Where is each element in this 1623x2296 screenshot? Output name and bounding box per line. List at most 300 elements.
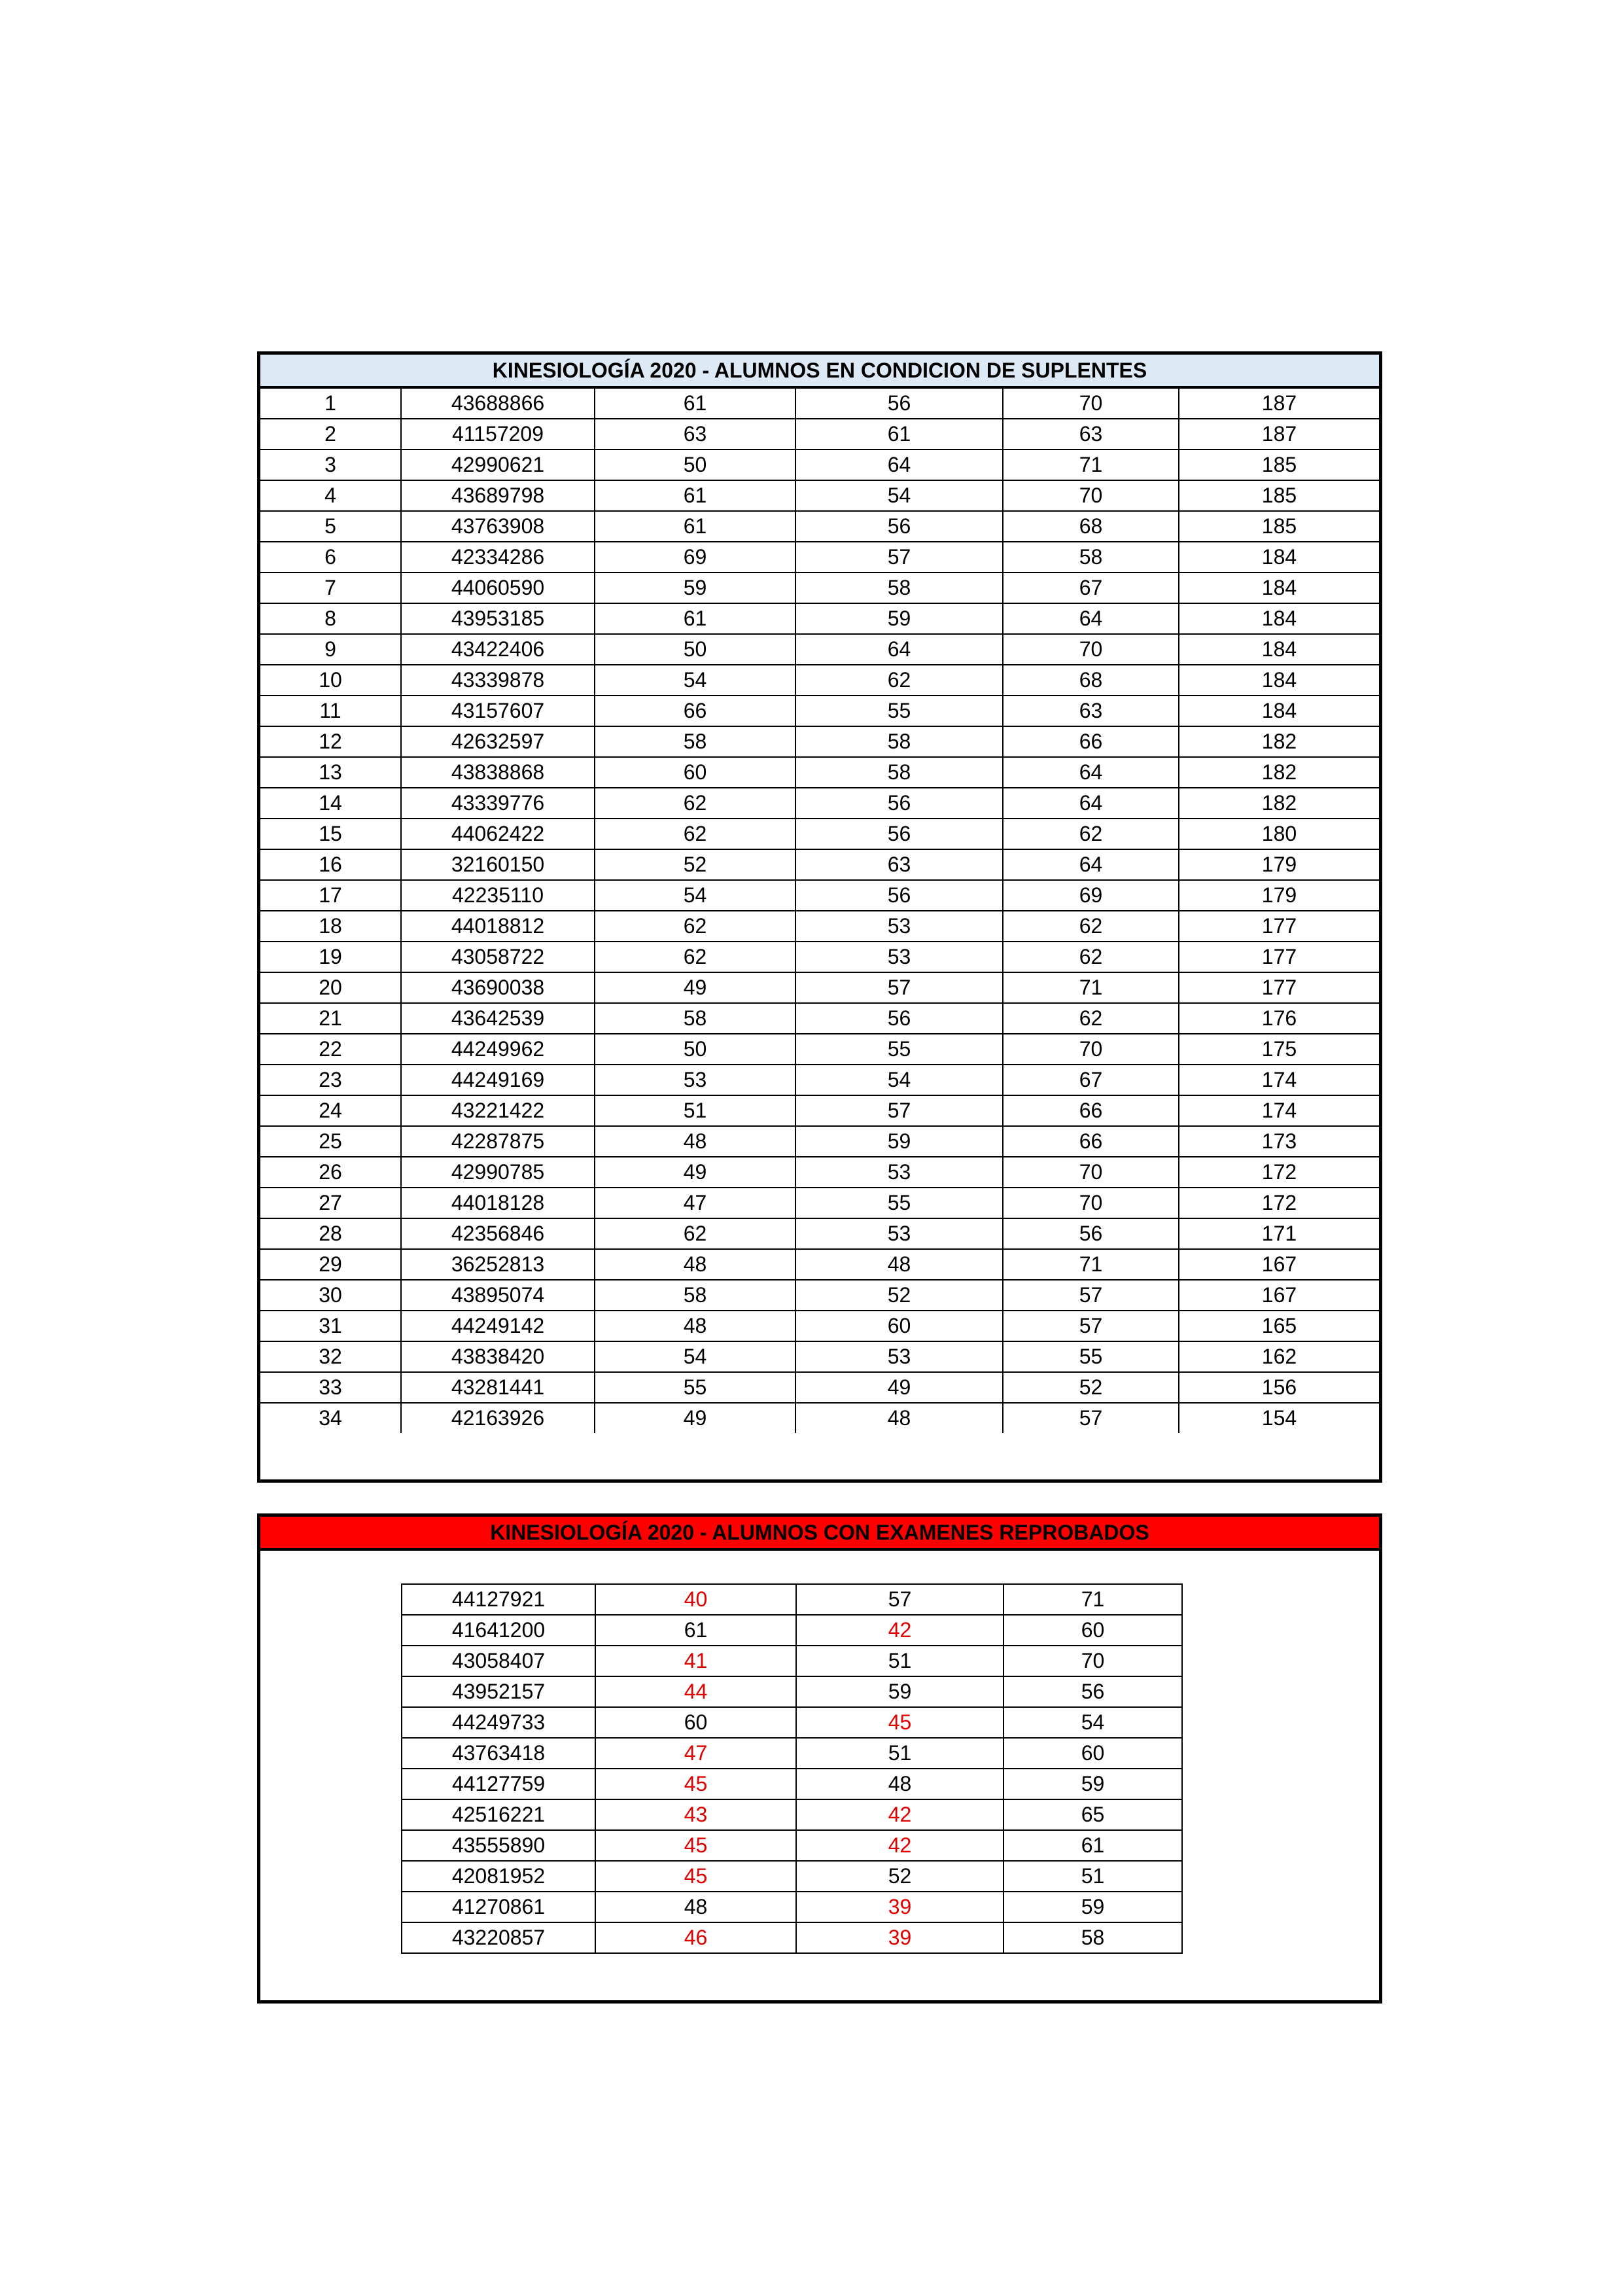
cell-rank: 32	[260, 1341, 401, 1372]
cell-score-1: 66	[595, 696, 795, 726]
cell-score-1: 62	[595, 1218, 795, 1249]
cell-score-3: 66	[1003, 1126, 1179, 1157]
cell-score-3: 70	[1003, 389, 1179, 419]
cell-rank: 33	[260, 1372, 401, 1403]
cell-score-3: 70	[1003, 480, 1179, 511]
cell-rank: 31	[260, 1311, 401, 1341]
cell-total: 184	[1179, 603, 1379, 634]
cell-total: 172	[1179, 1157, 1379, 1188]
cell-score-2: 58	[795, 726, 1003, 757]
cell-total: 187	[1179, 419, 1379, 450]
table-row	[260, 1341, 1379, 1372]
cell-score-3: 71	[1003, 1249, 1179, 1280]
table-row	[402, 1676, 1182, 1707]
cell-score-3: 58	[1003, 1922, 1182, 1953]
cell-score-3: 56	[1003, 1676, 1182, 1707]
cell-dni: 43281441	[401, 1372, 595, 1403]
cell-rank: 27	[260, 1188, 401, 1218]
cell-total: 171	[1179, 1218, 1379, 1249]
cell-dni: 43157607	[401, 696, 595, 726]
cell-score-3: 56	[1003, 1218, 1179, 1249]
cell-dni: 43838420	[401, 1341, 595, 1372]
cell-score-1: 61	[595, 511, 795, 542]
cell-score-1: 45	[595, 1769, 796, 1799]
cell-dni: 42632597	[401, 726, 595, 757]
cell-total: 179	[1179, 849, 1379, 880]
table-row	[260, 1034, 1379, 1065]
cell-dni: 43952157	[402, 1676, 595, 1707]
cell-score-2: 58	[795, 757, 1003, 788]
table-row	[260, 665, 1379, 696]
cell-score-3: 57	[1003, 1311, 1179, 1341]
cell-dni: 43058407	[402, 1646, 595, 1676]
cell-dni: 44062422	[401, 819, 595, 849]
cell-total: 185	[1179, 480, 1379, 511]
cell-score-3: 67	[1003, 1065, 1179, 1095]
cell-score-1: 48	[595, 1249, 795, 1280]
table-row	[260, 542, 1379, 573]
cell-score-2: 63	[795, 849, 1003, 880]
table-row	[260, 880, 1379, 911]
cell-dni: 43220857	[402, 1922, 595, 1953]
cell-score-1: 45	[595, 1861, 796, 1892]
cell-total: 182	[1179, 726, 1379, 757]
cell-total: 184	[1179, 634, 1379, 665]
cell-score-1: 60	[595, 757, 795, 788]
table-row	[260, 819, 1379, 849]
cell-score-2: 64	[795, 450, 1003, 480]
cell-score-1: 52	[595, 849, 795, 880]
cell-score-3: 66	[1003, 726, 1179, 757]
cell-score-3: 60	[1003, 1615, 1182, 1646]
cell-score-3: 57	[1003, 1280, 1179, 1311]
suplentes-table-box	[257, 351, 1382, 1483]
suplentes-table	[260, 389, 1379, 1433]
cell-dni: 44060590	[401, 573, 595, 603]
cell-score-2: 56	[795, 819, 1003, 849]
table-row	[402, 1738, 1182, 1769]
cell-rank: 7	[260, 573, 401, 603]
table-row	[260, 1311, 1379, 1341]
cell-rank: 20	[260, 972, 401, 1003]
cell-rank: 4	[260, 480, 401, 511]
cell-dni: 43688866	[401, 389, 595, 419]
cell-total: 174	[1179, 1095, 1379, 1126]
cell-score-1: 47	[595, 1738, 796, 1769]
cell-score-3: 67	[1003, 573, 1179, 603]
cell-score-3: 64	[1003, 757, 1179, 788]
cell-rank: 6	[260, 542, 401, 573]
table-row	[260, 1372, 1379, 1403]
cell-score-1: 49	[595, 1403, 795, 1433]
table-row	[260, 450, 1379, 480]
table-row	[260, 911, 1379, 942]
table-row	[260, 942, 1379, 972]
cell-dni: 43953185	[401, 603, 595, 634]
cell-dni: 44249169	[401, 1065, 595, 1095]
cell-rank: 23	[260, 1065, 401, 1095]
cell-rank: 18	[260, 911, 401, 942]
cell-score-1: 69	[595, 542, 795, 573]
cell-score-2: 51	[796, 1646, 1003, 1676]
cell-score-1: 45	[595, 1830, 796, 1861]
cell-dni: 44018812	[401, 911, 595, 942]
cell-rank: 11	[260, 696, 401, 726]
cell-score-2: 54	[795, 1065, 1003, 1095]
cell-score-3: 66	[1003, 1095, 1179, 1126]
cell-score-2: 53	[795, 1157, 1003, 1188]
cell-rank: 15	[260, 819, 401, 849]
cell-score-1: 48	[595, 1311, 795, 1341]
cell-dni: 43555890	[402, 1830, 595, 1861]
cell-dni: 43339878	[401, 665, 595, 696]
cell-total: 184	[1179, 542, 1379, 573]
reprobados-table	[401, 1583, 1183, 1954]
cell-total: 177	[1179, 911, 1379, 942]
cell-total: 187	[1179, 389, 1379, 419]
cell-score-3: 57	[1003, 1403, 1179, 1433]
cell-rank: 2	[260, 419, 401, 450]
cell-score-3: 58	[1003, 542, 1179, 573]
cell-dni: 44127759	[402, 1769, 595, 1799]
cell-score-1: 61	[595, 1615, 796, 1646]
cell-total: 185	[1179, 450, 1379, 480]
cell-total: 174	[1179, 1065, 1379, 1095]
cell-score-1: 54	[595, 665, 795, 696]
reprobados-title: KINESIOLOGÍA 2020 - ALUMNOS CON EXAMENES REPROBADOS	[260, 1517, 1379, 1551]
cell-score-2: 39	[796, 1892, 1003, 1922]
cell-rank: 25	[260, 1126, 401, 1157]
cell-score-2: 55	[795, 1034, 1003, 1065]
cell-score-2: 56	[795, 1003, 1003, 1034]
cell-rank: 19	[260, 942, 401, 972]
table-row	[402, 1861, 1182, 1892]
cell-score-2: 61	[795, 419, 1003, 450]
cell-score-1: 46	[595, 1922, 796, 1953]
cell-score-1: 54	[595, 880, 795, 911]
cell-rank: 21	[260, 1003, 401, 1034]
cell-score-1: 59	[595, 573, 795, 603]
table-row	[260, 1188, 1379, 1218]
cell-score-1: 49	[595, 1157, 795, 1188]
cell-dni: 36252813	[401, 1249, 595, 1280]
cell-rank: 29	[260, 1249, 401, 1280]
cell-dni: 43690038	[401, 972, 595, 1003]
cell-dni: 43339776	[401, 788, 595, 819]
cell-score-3: 64	[1003, 849, 1179, 880]
cell-dni: 44249142	[401, 1311, 595, 1341]
cell-score-2: 56	[795, 389, 1003, 419]
cell-score-2: 49	[795, 1372, 1003, 1403]
cell-score-2: 62	[795, 665, 1003, 696]
cell-rank: 1	[260, 389, 401, 419]
table-row	[402, 1615, 1182, 1646]
cell-score-1: 41	[595, 1646, 796, 1676]
cell-score-3: 65	[1003, 1799, 1182, 1830]
cell-score-1: 61	[595, 480, 795, 511]
cell-dni: 43689798	[401, 480, 595, 511]
cell-score-1: 48	[595, 1892, 796, 1922]
cell-score-3: 71	[1003, 972, 1179, 1003]
cell-rank: 22	[260, 1034, 401, 1065]
table-row	[260, 419, 1379, 450]
cell-score-3: 70	[1003, 1157, 1179, 1188]
table-row	[402, 1646, 1182, 1676]
cell-score-2: 42	[796, 1615, 1003, 1646]
cell-total: 175	[1179, 1034, 1379, 1065]
cell-rank: 13	[260, 757, 401, 788]
cell-score-3: 62	[1003, 819, 1179, 849]
cell-rank: 10	[260, 665, 401, 696]
cell-dni: 42990621	[401, 450, 595, 480]
table-row	[402, 1922, 1182, 1953]
cell-total: 184	[1179, 665, 1379, 696]
cell-score-1: 54	[595, 1341, 795, 1372]
cell-score-2: 39	[796, 1922, 1003, 1953]
table-row	[260, 480, 1379, 511]
cell-score-1: 62	[595, 788, 795, 819]
cell-dni: 41157209	[401, 419, 595, 450]
cell-score-1: 49	[595, 972, 795, 1003]
cell-score-2: 48	[795, 1403, 1003, 1433]
cell-score-1: 44	[595, 1676, 796, 1707]
cell-score-2: 52	[796, 1861, 1003, 1892]
cell-score-1: 62	[595, 819, 795, 849]
table-row	[260, 696, 1379, 726]
table-row	[260, 1157, 1379, 1188]
cell-score-2: 52	[795, 1280, 1003, 1311]
cell-dni: 42081952	[402, 1861, 595, 1892]
cell-total: 176	[1179, 1003, 1379, 1034]
table-row	[260, 511, 1379, 542]
cell-dni: 42235110	[401, 880, 595, 911]
cell-total: 167	[1179, 1249, 1379, 1280]
table-row	[402, 1799, 1182, 1830]
cell-score-3: 61	[1003, 1830, 1182, 1861]
cell-total: 180	[1179, 819, 1379, 849]
cell-score-1: 50	[595, 634, 795, 665]
cell-dni: 43895074	[401, 1280, 595, 1311]
cell-score-1: 55	[595, 1372, 795, 1403]
cell-score-2: 48	[795, 1249, 1003, 1280]
cell-score-2: 60	[795, 1311, 1003, 1341]
cell-score-1: 62	[595, 911, 795, 942]
cell-rank: 17	[260, 880, 401, 911]
table-row	[260, 573, 1379, 603]
cell-score-3: 59	[1003, 1769, 1182, 1799]
cell-rank: 14	[260, 788, 401, 819]
table-row	[260, 634, 1379, 665]
cell-dni: 43058722	[401, 942, 595, 972]
cell-score-1: 47	[595, 1188, 795, 1218]
cell-score-2: 48	[796, 1769, 1003, 1799]
cell-dni: 43838868	[401, 757, 595, 788]
cell-score-1: 50	[595, 450, 795, 480]
cell-score-2: 54	[795, 480, 1003, 511]
cell-total: 162	[1179, 1341, 1379, 1372]
cell-rank: 28	[260, 1218, 401, 1249]
cell-score-2: 53	[795, 1218, 1003, 1249]
cell-score-2: 53	[795, 1341, 1003, 1372]
reprobados-table-box	[257, 1513, 1382, 2004]
cell-score-1: 60	[595, 1707, 796, 1738]
cell-score-3: 71	[1003, 1584, 1182, 1615]
cell-score-1: 58	[595, 1003, 795, 1034]
table-row	[260, 1003, 1379, 1034]
cell-score-2: 64	[795, 634, 1003, 665]
cell-rank: 24	[260, 1095, 401, 1126]
table-row	[402, 1584, 1182, 1615]
cell-rank: 26	[260, 1157, 401, 1188]
cell-score-2: 56	[795, 880, 1003, 911]
cell-dni: 42287875	[401, 1126, 595, 1157]
cell-score-3: 55	[1003, 1341, 1179, 1372]
cell-total: 173	[1179, 1126, 1379, 1157]
cell-total: 172	[1179, 1188, 1379, 1218]
cell-dni: 42990785	[401, 1157, 595, 1188]
cell-dni: 42334286	[401, 542, 595, 573]
table-row	[260, 788, 1379, 819]
cell-score-2: 51	[796, 1738, 1003, 1769]
cell-total: 182	[1179, 788, 1379, 819]
cell-score-1: 58	[595, 726, 795, 757]
cell-score-3: 70	[1003, 1034, 1179, 1065]
table-row	[260, 726, 1379, 757]
cell-dni: 42516221	[402, 1799, 595, 1830]
cell-dni: 43763418	[402, 1738, 595, 1769]
cell-rank: 16	[260, 849, 401, 880]
cell-dni: 44249733	[402, 1707, 595, 1738]
table-row	[260, 972, 1379, 1003]
cell-score-1: 48	[595, 1126, 795, 1157]
cell-dni: 41270861	[402, 1892, 595, 1922]
cell-score-3: 71	[1003, 450, 1179, 480]
cell-score-2: 42	[796, 1830, 1003, 1861]
cell-score-2: 57	[795, 542, 1003, 573]
cell-total: 179	[1179, 880, 1379, 911]
cell-total: 154	[1179, 1403, 1379, 1433]
cell-score-1: 63	[595, 419, 795, 450]
table-row	[402, 1830, 1182, 1861]
table-row	[260, 1218, 1379, 1249]
cell-score-2: 58	[795, 573, 1003, 603]
cell-score-2: 45	[796, 1707, 1003, 1738]
table-row	[260, 603, 1379, 634]
cell-rank: 8	[260, 603, 401, 634]
cell-score-2: 56	[795, 788, 1003, 819]
cell-score-3: 62	[1003, 911, 1179, 942]
cell-dni: 42163926	[401, 1403, 595, 1433]
cell-dni: 44127921	[402, 1584, 595, 1615]
table-row	[260, 1126, 1379, 1157]
cell-score-3: 69	[1003, 880, 1179, 911]
cell-score-3: 59	[1003, 1892, 1182, 1922]
cell-score-3: 64	[1003, 788, 1179, 819]
cell-score-2: 59	[796, 1676, 1003, 1707]
table-row	[402, 1892, 1182, 1922]
cell-dni: 43642539	[401, 1003, 595, 1034]
cell-dni: 32160150	[401, 849, 595, 880]
cell-score-1: 50	[595, 1034, 795, 1065]
table-row	[402, 1769, 1182, 1799]
cell-score-3: 68	[1003, 511, 1179, 542]
cell-score-3: 70	[1003, 1188, 1179, 1218]
table-row	[260, 1280, 1379, 1311]
table-row	[260, 1065, 1379, 1095]
cell-dni: 44018128	[401, 1188, 595, 1218]
cell-total: 177	[1179, 972, 1379, 1003]
cell-rank: 12	[260, 726, 401, 757]
cell-rank: 30	[260, 1280, 401, 1311]
table-row	[260, 1249, 1379, 1280]
table-row	[260, 849, 1379, 880]
cell-dni: 42356846	[401, 1218, 595, 1249]
cell-dni: 41641200	[402, 1615, 595, 1646]
cell-dni: 43763908	[401, 511, 595, 542]
cell-score-1: 53	[595, 1065, 795, 1095]
cell-rank: 5	[260, 511, 401, 542]
cell-score-1: 40	[595, 1584, 796, 1615]
cell-total: 156	[1179, 1372, 1379, 1403]
cell-score-2: 57	[796, 1584, 1003, 1615]
cell-score-3: 60	[1003, 1738, 1182, 1769]
cell-score-1: 43	[595, 1799, 796, 1830]
cell-score-2: 53	[795, 942, 1003, 972]
table-row	[260, 1403, 1379, 1433]
cell-score-2: 57	[795, 1095, 1003, 1126]
cell-score-3: 68	[1003, 665, 1179, 696]
cell-score-3: 51	[1003, 1861, 1182, 1892]
cell-score-2: 57	[795, 972, 1003, 1003]
table-row	[260, 389, 1379, 419]
cell-score-1: 51	[595, 1095, 795, 1126]
cell-score-3: 63	[1003, 419, 1179, 450]
cell-score-2: 59	[795, 603, 1003, 634]
cell-score-2: 55	[795, 1188, 1003, 1218]
cell-total: 165	[1179, 1311, 1379, 1341]
table-row	[402, 1707, 1182, 1738]
cell-total: 177	[1179, 942, 1379, 972]
cell-total: 182	[1179, 757, 1379, 788]
cell-score-2: 55	[795, 696, 1003, 726]
cell-dni: 44249962	[401, 1034, 595, 1065]
table-row	[260, 1095, 1379, 1126]
cell-score-2: 42	[796, 1799, 1003, 1830]
cell-score-3: 70	[1003, 1646, 1182, 1676]
cell-score-3: 52	[1003, 1372, 1179, 1403]
cell-total: 185	[1179, 511, 1379, 542]
cell-score-2: 56	[795, 511, 1003, 542]
cell-rank: 3	[260, 450, 401, 480]
cell-score-3: 63	[1003, 696, 1179, 726]
cell-score-2: 59	[795, 1126, 1003, 1157]
cell-score-3: 70	[1003, 634, 1179, 665]
cell-total: 184	[1179, 573, 1379, 603]
cell-score-1: 58	[595, 1280, 795, 1311]
cell-score-1: 61	[595, 603, 795, 634]
cell-score-3: 62	[1003, 942, 1179, 972]
cell-score-2: 53	[795, 911, 1003, 942]
cell-total: 167	[1179, 1280, 1379, 1311]
cell-dni: 43422406	[401, 634, 595, 665]
cell-rank: 34	[260, 1403, 401, 1433]
cell-rank: 9	[260, 634, 401, 665]
cell-score-1: 61	[595, 389, 795, 419]
cell-score-3: 54	[1003, 1707, 1182, 1738]
table-row	[260, 757, 1379, 788]
cell-score-1: 62	[595, 942, 795, 972]
cell-total: 184	[1179, 696, 1379, 726]
